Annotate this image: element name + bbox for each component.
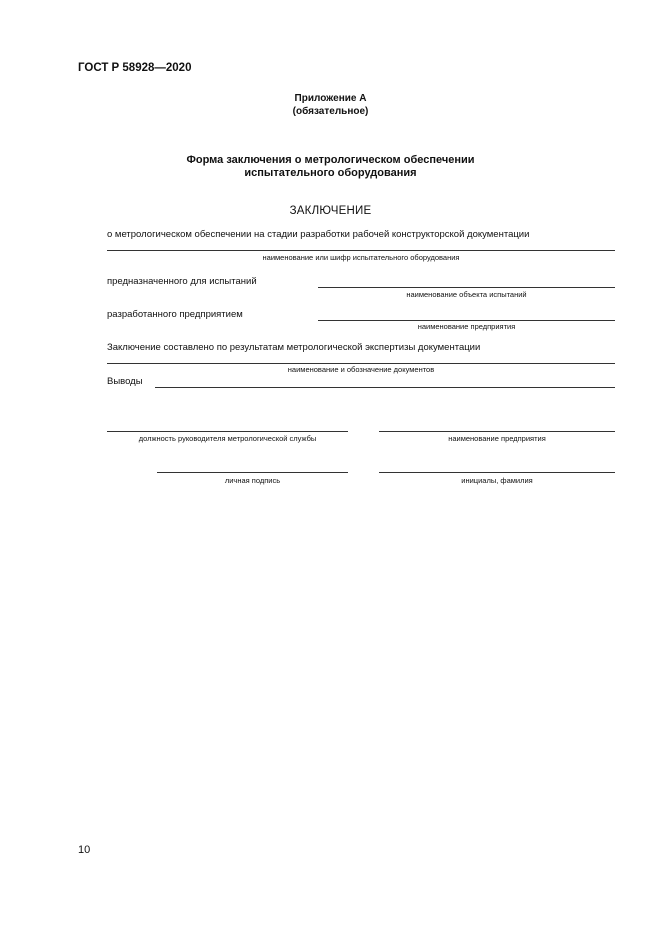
annex-status: (обязательное) bbox=[292, 106, 369, 117]
equipment-caption: наименование или шифр испытательного оборудования bbox=[262, 253, 460, 262]
intro-text: о метрологическом обеспечении на стадии разработки рабочей конструкторской документации bbox=[107, 229, 530, 240]
test-object-field-line[interactable] bbox=[318, 287, 615, 288]
documents-caption: наименование и обозначение документов bbox=[287, 365, 435, 374]
annex-title: Приложение А bbox=[294, 93, 367, 104]
enterprise-caption: наименование предприятия bbox=[417, 322, 516, 331]
intended-label: предназначенного для испытаний bbox=[107, 276, 257, 287]
enterprise2-caption: наименование предприятия bbox=[448, 434, 546, 443]
test-object-caption: наименование объекта испытаний bbox=[406, 290, 527, 299]
position-caption: должность руководителя метрологической службы bbox=[138, 434, 317, 443]
developed-label: разработанного предприятием bbox=[107, 309, 243, 320]
form-title-line1: Форма заключения о метрологическом обеспечении bbox=[186, 154, 475, 166]
enterprise-field-line[interactable] bbox=[318, 320, 615, 321]
standard-code: ГОСТ Р 58928—2020 bbox=[78, 62, 192, 74]
form-title-line2: испытательного оборудования bbox=[244, 167, 417, 179]
signature-caption: личная подпись bbox=[224, 476, 281, 485]
conclusions-field-line[interactable] bbox=[155, 387, 615, 388]
basis-label: Заключение составлено по результатам метрологической экспертизы документации bbox=[107, 342, 481, 353]
page-number: 10 bbox=[78, 844, 91, 856]
position-field-line[interactable] bbox=[107, 431, 348, 432]
name-field-line[interactable] bbox=[379, 472, 615, 473]
signature-field-line[interactable] bbox=[157, 472, 348, 473]
enterprise2-field-line[interactable] bbox=[379, 431, 615, 432]
name-caption: инициалы, фамилия bbox=[461, 476, 533, 485]
document-title: ЗАКЛЮЧЕНИЕ bbox=[289, 205, 372, 217]
documents-field-line[interactable] bbox=[107, 363, 615, 364]
equipment-field-line[interactable] bbox=[107, 250, 615, 251]
conclusions-label: Выводы bbox=[107, 376, 143, 387]
